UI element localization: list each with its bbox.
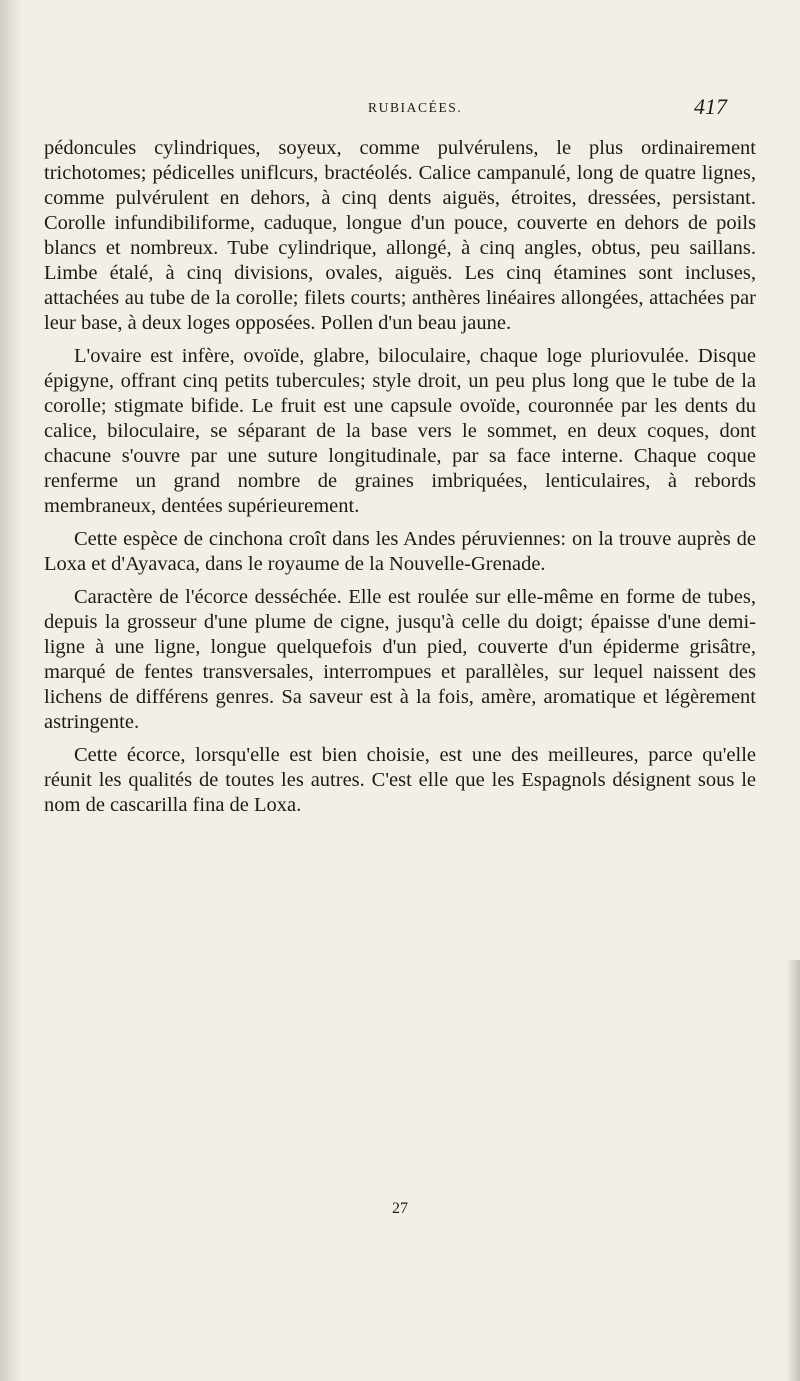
paragraph-dried-bark: Caractère de l'écorce desséchée. Elle est roulée sur elle-même en forme de tubes, depuis la grosseur d'une plume de cigne, jusqu'à celle du doigt; épaisse d'une demi-ligne à une ligne, longue quelquefois d'un pied, couverte d'un épiderme grisâtre, marqué de fentes transversales, interrompues et parallèles, sur lequel naissent des lichens de différens genres. Sa saveur est à la fois, amère, aromatique et légèrement astringente. bbox=[44, 586, 756, 733]
signature-mark: 27 bbox=[392, 1200, 408, 1217]
paragraph-habitat: Cette espèce de cinchona croît dans les Andes péruviennes: on la trouve auprès de Loxa et d'Ayavaca, dans le royaume de la Nouvelle-Grenade. bbox=[44, 528, 756, 575]
paragraph-ovary-fruit: L'ovaire est infère, ovoïde, glabre, biloculaire, chaque loge pluriovulée. Disque épigyne, offrant cinq petits tubercules; style droit, un peu plus long que le tube de la corolle; stigmate bifide. Le fruit est une capsule ovoïde, couronnée par les dents du calice, biloculaire, se séparant de la base vers le sommet, en deux coques, dont chacune s'ouvre par une suture longitudinale, par sa face interne. Chaque coque renferme un grand nombre de graines imbriquées, lenticulaires, à rebords membraneux, dentées supérieurement. bbox=[44, 345, 756, 517]
spine-shadow bbox=[0, 0, 22, 1381]
page-number: 417 bbox=[694, 94, 727, 119]
running-head: RUBIACÉES. bbox=[368, 100, 463, 115]
page-header bbox=[0, 94, 800, 126]
body-text bbox=[44, 136, 756, 826]
paragraph-bark-quality: Cette écorce, lorsqu'elle est bien choisie, est une des meilleures, parce qu'elle réunit les qualités de toutes les autres. C'est elle que les Espagnols désignent sous le nom de cascarilla fina de Loxa. bbox=[44, 744, 756, 816]
page-edge-shadow bbox=[786, 960, 800, 1381]
paragraph-flower-description: pédoncules cylindriques, soyeux, comme pulvérulens, le plus ordinairement trichotomes; pédicelles uniflcurs, bractéolés. Calice campanulé, long de quatre lignes, comme pulvérulent en dehors, à cinq dents aiguës, étroites, dressées, persistant. Corolle infundibiliforme, caduque, longue d'un pouce, couverte en dehors de poils blancs et nombreux. Tube cylindrique, allongé, à cinq angles, obtus, peu saillans. Limbe étalé, à cinq divisions, ovales, aiguës. Les cinq étamines sont incluses, attachées au tube de la corolle; filets courts; anthères linéaires allongées, attachées par leur base, à deux loges opposées. Pollen d'un beau jaune. bbox=[44, 137, 756, 334]
